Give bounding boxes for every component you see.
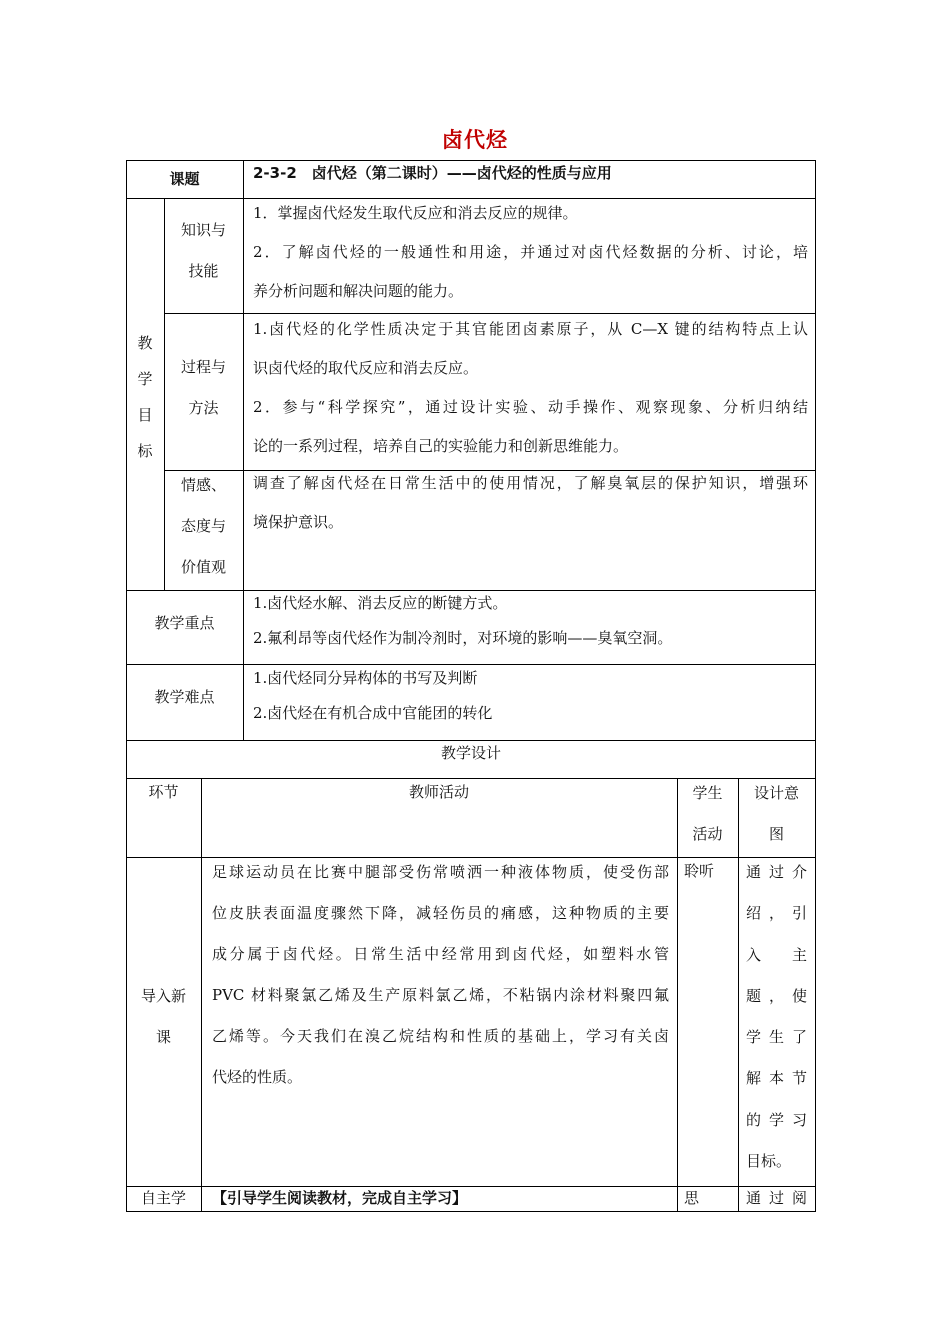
knowledge-content: 1．掌握卤代烃发生取代反应和消去反应的规律。 2．了解卤代烃的一般通性和用途，并通过对卤代烃数据的分析、讨论，培 养分析问题和解决问题的能力。 <box>253 204 808 300</box>
col-student: 学生 活动 <box>692 784 723 843</box>
difficulties-content: 1.卤代烃同分异构体的书写及判断 2.卤代烃在有机合成中官能团的转化 <box>253 669 493 722</box>
table-row: 导入新 课 <box>140 987 186 1046</box>
row-design-intent: 通过阅 <box>746 1189 807 1207</box>
objectives-label: 教 学 目 标 <box>137 334 153 460</box>
col-stage: 环节 <box>148 783 179 801</box>
process-label: 过程与 方法 <box>180 358 226 417</box>
row-teacher-activity: 足球运动员在比赛中腿部受伤常喷洒一种液体物质，使受伤部 位皮肤表面温度骤然下降，减轻伤员的痛感，这种物质的主要 成分属于卤代烃。日常生活中经常用到卤代烃，如塑料水管 PVC 材料聚氯乙烯及生产原料氯乙烯，不粘锅内涂材料聚四氟 乙烯等。今天我们在溴乙烷结构和性质的基础上，学习有关卤 代烃的性质。 <box>212 863 669 1086</box>
emotion-label: 情感、 态度与 价值观 <box>180 476 226 576</box>
key-points-content: 1.卤代烃水解、消去反应的断键方式。 2.氟利昂等卤代烃作为制冷剂时，对环境的影响——臭氧空洞。 <box>253 594 673 647</box>
row-teacher-activity: 【引导学生阅读教材，完成自主学习】 <box>212 1189 468 1207</box>
design-heading: 教学设计 <box>440 744 501 762</box>
page-title: 卤代烃 <box>442 128 508 152</box>
difficulties-label: 教学难点 <box>154 688 215 706</box>
process-content: 1.卤代烃的化学性质决定于其官能团卤素原子，从 C—X 键的结构特点上认 识卤代烃的取代反应和消去反应。 2．参与“科学探究”，通过设计实验、动手操作、观察现象、分析归纳结 论的一系列过程，培养自己的实验能力和创新思维能力。 <box>253 320 808 455</box>
emotion-content: 调查了解卤代烃在日常生活中的使用情况，了解臭氧层的保护知识，增强环 境保护意识。 <box>253 474 808 531</box>
row-student-activity: 聆听 <box>684 862 715 880</box>
row-design-intent: 通过介 绍，引 入 主 题，使 学生了 解本节 的学习 目标。 <box>746 863 807 1171</box>
topic-label: 课题 <box>169 170 200 188</box>
col-intent: 设计意 图 <box>753 784 799 843</box>
knowledge-label: 知识与 技能 <box>180 221 226 280</box>
key-points-label: 教学重点 <box>154 614 215 632</box>
row-student-activity: 思 <box>684 1189 700 1207</box>
table-row: 自主学 <box>140 1189 186 1207</box>
topic-value: 2-3-2 卤代烃（第二课时）——卤代烃的性质与应用 <box>253 164 612 182</box>
col-teacher: 教师活动 <box>408 783 469 801</box>
